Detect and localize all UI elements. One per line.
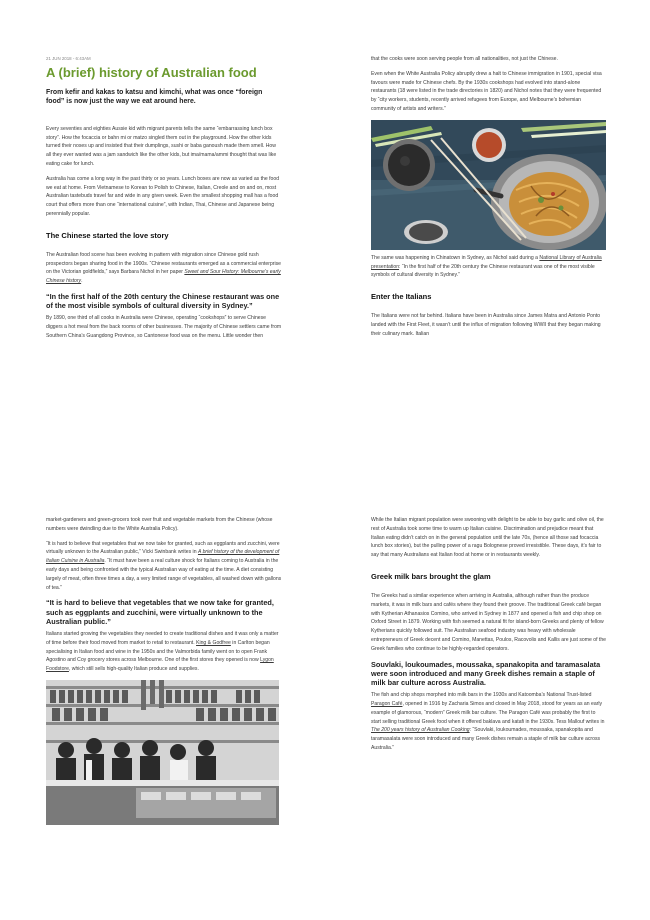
column-2 [371,55,606,345]
paragraph: The Italians were not far behind. Italians have been in Australia since James Matra and Antonio Ponto landed with the First Fleet, it wasn’t until the influx of migration following WWII that they began making their culinary mark. Italian [371,313,601,337]
article-date: 21 JUN 2018 - 6:43AM [46,56,91,61]
paragraph: By 1890, one third of all cooks in Australia were Chinese, operating “cookshops” to serve Chinese diggers a hot meal from the back rooms of other businesses. The majority of Chinese settlers came from Southern China’s Guangdong Province, so Cantonese food was on the menu. Little wonder then [46,315,282,339]
pull-quote: “In the first half of the 20th century the Chinese restaurant was one of the most visible symbols of cultural diversity in Sydney.” [46,291,280,311]
paragraph: Australia has come a long way in the past thirty or so years. Lunch boxes are now as varied as the food we eat at home. From Vietnamese to Korean to Polish to Chinese, Italian, Creole and on and on, most Australian tastebuds travel far and wide in any given week. Even the smallest shopping mall has a food court that offers more than one “international cuisine”, with Indian, Thai, Chinese and Japanese being perennially popular. [46,175,280,217]
paragraph: The Australian food scene has been evolving in pattern with migration since Chinese gold rush prospectors began sharing food in the 1900s. “Chinese restaurants emerged as a commercial enterprise on the Victorian goldfields,” says Barbara Nichol in her paper Sweet and Sour History: Melbourne’s early Chinese history. [46,251,282,285]
paragraph: market-gardeners and green-grocers took over fruit and vegetable markets from the Chinese (whose numbers were dwindling due to the White Australia Policy). [46,517,273,532]
link-lygon-foodstore[interactable]: Lygon Foodstore [46,657,274,673]
heading-chinese: The Chinese started the love story [46,230,169,240]
image-caption: The same was happening in Chinatown in Sydney, as Nichol said during a National Library of Australia presentation: “In the first half of the 20th century the Chinese restaurant was one of the most visible symbols of cultural diversity in Sydney.” [371,254,602,279]
paragraph: “It is hard to believe that vegetables that we now take for granted, such as eggplants and zucchini, were virtually unknown to the Australian public,” Vicki Swinbank writes in A brief history of the development of Italian Cuisine in Australia. “It must have been a real culture shock for Italians coming to Australia in the early days and being confronted with the typical Australian way of eating at the time. A diet consisting largely of meat, often three times a day, a very limited range of vegetables, all washed down with gallons of tea.” [46,540,282,591]
pull-quote: “It is hard to believe that vegetables that we now take for granted, such as eggplants and zucchini, were virtually unknown to the Australian public.” [46,598,274,626]
link-200-years-cooking[interactable]: The 200 years history of Australian Cooking [371,727,470,734]
noodle-wok-photo [371,120,606,250]
paragraph: The fish and chip shops morphed into milk bars in the 1930s and Katoomba’s National Trust-listed Paragon Café, opened in 1916 by Zacharia Simos and closed in May 2018, stood for years as an early example of glamorous, “modern” Greek milk bar culture. The Paragon Café was probably the first to start selling traditional Greek food when it offered baklava and katafi in the 1930s. Tess Mallouf writes in The 200 years history of Australian Cooking: “Souvlaki, loukoumades, moussaka, spanakopita and taramasalata were soon introduced and many Greek dishes remain a staple of milk bar culture across Australia.” [371,692,605,751]
column-3 [46,516,282,829]
paragraph: While the Italian migrant population were swooning with delight to be able to buy garlic and olive oil, the rest of Australia took some time to warm up Italian cuisine. Discrimination and prejudice meant that Italian eating didn’t catch on in the general population until the late 70s, (hence all those sad focaccia lunch box stories), but the pulling power of a ragu Bolognese proved irresistible. These days, it’s fair to say that many Australians eat Italian food at home or in restaurants weekly. [371,517,604,559]
paragraph: The Greeks had a similar experience when arriving in Australia, although rather than the produce markets, it was in milk bars and cafés where they found their groove. The traditional Greek café began with Kytherian Athanasios Comino, who arrived in Sydney in 1877 and opened a fish and chip shop on Oxford Street in 1879. Working with fish seemed a natural fit for island-born Greeks and plenty of fellow Kytherians quickly followed suit. The Australian seafood industry was heavy with wholesale entrepreneurs of Greek decent and Comino, Manettas, Poulos, Racovolis and Kallis are just some of the Greek families who continue to be highly-regarded operators. [371,592,607,652]
article-title: A (brief) history of Australian food [46,65,257,80]
link-sweet-sour-history[interactable]: Sweet and Sour History: Melbourne’s early Chinese history [46,269,281,285]
article-lead: From kefir and kakas to katsu and kimchi, what was once “foreign food” is now just the way we eat around here. [46,89,263,106]
heading-italians: Enter the Italians [371,292,432,302]
paragraph: Even when the White Australia Policy abruptly drew a halt to Chinese immigration in 1901, special visa favours were made for Chinese chefs. By the 1930s cookshops had evolved into stand-alone restaurants (18 were listed in the trade directories in 1820) and Nichol notes that they were frequented by “city workers, students, recently arrived refugees from Europe, and Melbourne’s bohemian community of artists and writers.” [371,70,602,112]
italian-grocery-photo [46,680,279,825]
paragraph: Every seventies and eighties Aussie kid with migrant parents tells the same “embarrassing lunch box story”. How the focaccia or bahn mi or matzo singled them out in the playground. How the other kids turned their noses up and insisted that their dumplings, sushi or baba ganoush made them smell. How all they ever wanted was a jam sandwich like the other kids, but ima/mama/ammi thought that was like eating cake for lunch. [46,125,277,167]
link-national-library[interactable]: National Library of Australia presentation [371,254,602,270]
column-1 [46,56,282,347]
link-king-godfree[interactable]: King & Godfree [196,639,231,646]
heading-greek: Greek milk bars brought the glam [371,571,491,581]
column-4 [371,516,606,759]
link-paragon-cafe[interactable]: Paragon Café [371,700,403,707]
pull-quote: Souvlaki, loukoumades, moussaka, spanakopita and taramasalata were soon introduced and many Greek dishes remain a staple of milk bar culture across Australia. [371,659,601,687]
paragraph: that the cooks were soon serving people from all nationalities, not just the Chinese. [371,56,558,62]
link-italian-cuisine-history[interactable]: A brief history of the development of Italian Cuisine in Australia [46,549,280,565]
paragraph: Italians started growing the vegetables they needed to create traditional dishes and it was only a matter of time before their food moved from market to retail to restaurant. King & Godfree in Carlton began specialising in Italian food and wine in the 1950s and the Valmorbida family went on to open Frank Agostino and Coy grocery stores across Melbourne. One of the first stores they opened is now Lygon Foodstore, which still sells high-quality Italian produce and supplies. [46,630,279,673]
